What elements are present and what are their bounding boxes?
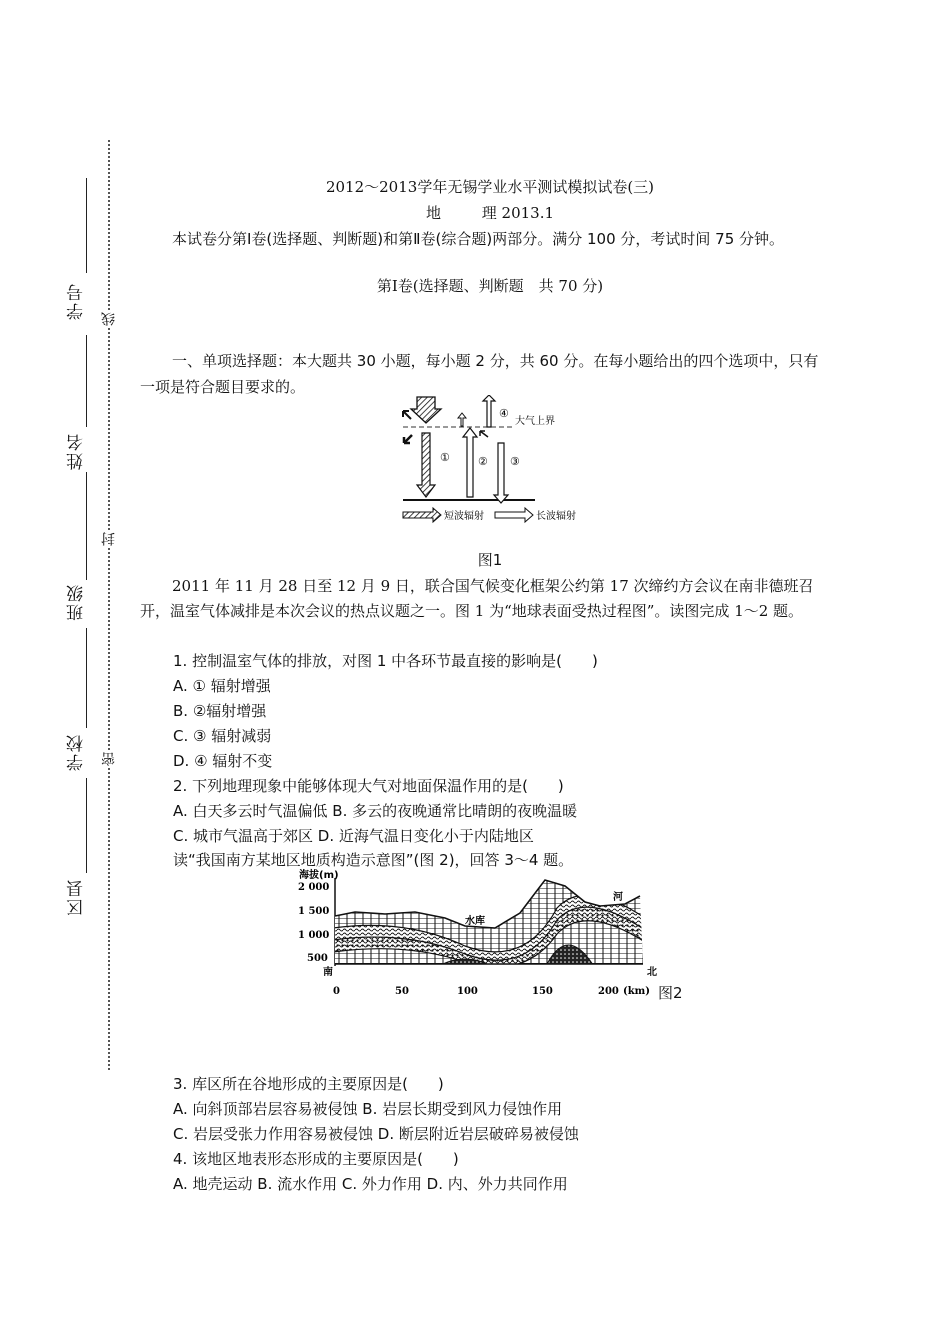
school-label: 学校 (67, 733, 87, 771)
name-line (86, 335, 87, 427)
seal-xian: 线 (101, 312, 117, 326)
seal-feng: 封 (101, 532, 117, 546)
legend-short-wave-label: 短波辐射 (444, 511, 484, 522)
north-label: 北 (647, 967, 657, 978)
question-1-option-b: B. ②辐射增强 (173, 702, 267, 720)
seal-mi: 密 (101, 752, 117, 766)
reading-prompt-2: 读“我国南方某地区地质构造示意图”(图 2)，回答 3～4 题。 (173, 851, 574, 869)
subject-char-1: 地 (425, 204, 441, 222)
marker-3: ③ (510, 455, 520, 468)
question-2-options-cd: C. 城市气温高于郊区 D. 近海气温日变化小于内陆地区 (173, 827, 534, 845)
reflection-arrow (403, 411, 411, 419)
escape-arrow (458, 413, 466, 426)
name-label: 姓名 (67, 432, 87, 470)
question-4-options: A. 地壳运动 B. 流水作用 C. 外力作用 D. 内、外力共同作用 (173, 1175, 568, 1193)
exam-title: 2012～2013学年无锡学业水平测试模拟试卷(三) (325, 178, 655, 196)
exam-intro: 本试卷分第Ⅰ卷(选择题、判断题)和第Ⅱ卷(综合题)两部分。满分 100 分，考试时间 75 分钟。 (172, 230, 785, 248)
passage-1: 2011 年 11 月 28 日至 12 月 9 日，联合国气候变化框架公约第 17 次缔约方会议在南非德班召开，温室气体减排是本次会议的热点议题之一。图 1 为“地球表面受热过程图”。读图完成 1～2 题。 (140, 577, 814, 620)
radiation-3-arrow (494, 443, 508, 503)
question-4: 4. 该地区地表形态形成的主要原因是( ) (173, 1150, 459, 1168)
district-label: 区县 (67, 878, 87, 916)
name-line-2 (86, 472, 87, 580)
question-1-option-c: C. ③ 辐射减弱 (173, 727, 272, 745)
question-3: 3. 库区所在谷地形成的主要原因是( ) (173, 1075, 444, 1093)
question-1: 1. 控制温室气体的排放，对图 1 中各环节最直接的影响是( ) (173, 652, 598, 670)
student-id-label: 学号 (67, 282, 87, 320)
y-axis-title: 海拔(m) (299, 870, 339, 881)
x-tick-200: 200 (598, 986, 619, 997)
radiation-4-arrow (483, 395, 495, 427)
question-2-options-ab: A. 白天多云时气温偏低 B. 多云的夜晚通常比晴朗的夜晚温暖 (173, 802, 578, 820)
legend-long-wave-label: 长波辐射 (536, 511, 576, 522)
incoming-solar-arrow (411, 397, 441, 423)
reservoir-label: 水库 (465, 916, 485, 927)
atmosphere-top-label: 大气上界 (515, 416, 555, 427)
exam-subject (140, 202, 840, 223)
river-label: 河 (613, 892, 623, 903)
strata-group (333, 868, 653, 968)
x-tick-100: 100 (457, 986, 478, 997)
y-tick-500: 500 (307, 953, 328, 964)
figure1-heating-diagram (395, 395, 605, 530)
question-1-option-a: A. ① 辐射增强 (173, 677, 271, 695)
radiation-1-arrow (417, 433, 435, 497)
question-2: 2. 下列地理现象中能够体现大气对地面保温作用的是( ) (173, 777, 564, 795)
scatter-arrow (404, 435, 412, 443)
marker-1: ① (440, 451, 450, 464)
subject-char-2: 理 2013.1 (481, 204, 555, 222)
figure2-caption: 图2 (658, 984, 683, 1002)
y-tick-1000: 1 000 (298, 930, 330, 941)
radiation-2-arrow (463, 428, 477, 497)
y-tick-1500: 1 500 (298, 906, 330, 917)
question-3-options-cd: C. 岩层受张力作用容易被侵蚀 D. 断层附近岩层破碎易被侵蚀 (173, 1125, 579, 1143)
x-axis-unit: (km) (623, 986, 650, 997)
x-tick-50: 50 (395, 986, 409, 997)
marker-2: ② (478, 455, 488, 468)
class-line (86, 628, 87, 728)
seal-dotted-line (108, 140, 110, 1070)
legend-long-wave-icon (495, 508, 533, 522)
back-radiation-arrow (480, 431, 488, 437)
section1-heading: 一、单项选择题：本大题共 30 小题，每小题 2 分，共 60 分。在每小题给出的四个选项中，只有一项是符合题目要求的。 (140, 352, 819, 396)
question-3-options-ab: A. 向斜顶部岩层容易被侵蚀 B. 岩层长期受到风力侵蚀作用 (173, 1100, 563, 1118)
x-tick-0: 0 (333, 986, 340, 997)
legend-short-wave-icon (403, 508, 441, 522)
school-line (86, 778, 87, 873)
student-id-line (86, 178, 87, 273)
binding-margin (0, 0, 130, 1344)
question-1-option-d: D. ④ 辐射不变 (173, 752, 273, 770)
south-label: 南 (323, 967, 333, 978)
figure1-caption: 图1 (477, 551, 503, 569)
x-tick-150: 150 (532, 986, 553, 997)
y-tick-2000: 2 000 (298, 882, 330, 893)
part1-heading: 第Ⅰ卷(选择题、判断题 共 70 分) (376, 277, 604, 295)
marker-4: ④ (499, 407, 509, 420)
class-label: 班级 (67, 583, 87, 621)
